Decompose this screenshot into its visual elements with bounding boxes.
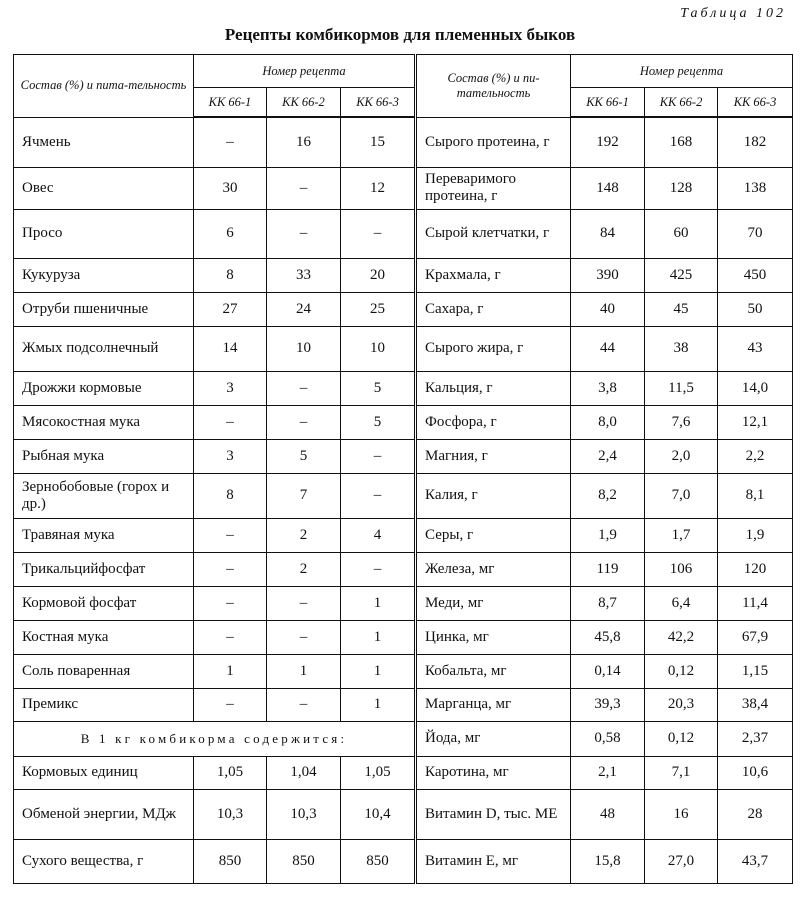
ingredient-value: 8 [194,473,267,518]
recipe-header: КК 66-1 [571,88,645,118]
table-row [14,405,793,439]
ingredient-name: Овес [14,167,194,209]
nutrient-value: 84 [571,209,645,258]
nutrient-value: 6,4 [645,586,718,620]
ingredient-name: Соль поваренная [14,654,194,688]
ingredient-name: Кормовой фосфат [14,586,194,620]
ingredient-value: 1,05 [194,756,267,789]
ingredient-value: 850 [341,839,416,883]
ingredient-name: Мясокостная мука [14,405,194,439]
table-row [14,654,793,688]
table-row [14,688,793,721]
ingredient-value: – [267,209,341,258]
ingredient-value: 12 [341,167,416,209]
nutrient-name: Сахара, г [416,292,571,326]
nutrient-value: 2,2 [718,439,793,473]
ingredient-value: – [341,552,416,586]
nutrient-value: 148 [571,167,645,209]
ingredient-value: 8 [194,258,267,292]
ingredient-value: 6 [194,209,267,258]
ingredient-value: 1 [341,586,416,620]
nutrient-value: 50 [718,292,793,326]
ingredient-value: – [267,405,341,439]
ingredient-value: 1 [341,620,416,654]
table-row [14,439,793,473]
ingredient-value: – [194,405,267,439]
table-row [14,292,793,326]
recipe-header: КК 66-2 [645,88,718,118]
nutrient-value: 43 [718,326,793,371]
ingredient-value: 10,4 [341,789,416,839]
table-row [14,258,793,292]
left-header-label: Состав (%) и пита-тельность [14,55,194,118]
ingredient-value: 2 [267,552,341,586]
nutrient-value: 192 [571,117,645,167]
nutrient-value: 40 [571,292,645,326]
nutrient-value: 2,0 [645,439,718,473]
nutrient-name: Йода, мг [416,721,571,756]
ingredient-value: 850 [267,839,341,883]
recipe-header: КК 66-1 [194,88,267,118]
nutrient-value: 106 [645,552,718,586]
ingredient-value: – [341,209,416,258]
nutrient-value: 182 [718,117,793,167]
nutrient-value: 45,8 [571,620,645,654]
ingredient-name: Зернобобовые (горох и др.) [14,473,194,518]
ingredient-name: Дрожжи кормовые [14,371,194,405]
nutrient-value: 1,9 [718,518,793,552]
nutrient-value: 0,12 [645,654,718,688]
nutrient-value: 1,9 [571,518,645,552]
nutrient-value: 8,1 [718,473,793,518]
nutrient-value: 8,0 [571,405,645,439]
nutrient-value: 67,9 [718,620,793,654]
ingredient-name: Обменой энергии, МДж [14,789,194,839]
table-row [14,117,793,167]
nutrient-value: 8,7 [571,586,645,620]
nutrient-value: 138 [718,167,793,209]
table-row [14,326,793,371]
ingredient-value: 24 [267,292,341,326]
table-row [14,209,793,258]
ingredient-value: 4 [341,518,416,552]
nutrient-value: 43,7 [718,839,793,883]
ingredient-value: 3 [194,439,267,473]
nutrient-value: 7,6 [645,405,718,439]
ingredient-value: 2 [267,518,341,552]
ingredient-value: 1 [267,654,341,688]
nutrient-value: 10,6 [718,756,793,789]
table-row [14,518,793,552]
nutrient-name: Витамин Е, мг [416,839,571,883]
nutrient-value: 7,0 [645,473,718,518]
nutrient-value: 2,4 [571,439,645,473]
nutrient-value: 0,58 [571,721,645,756]
nutrient-name: Кобальта, мг [416,654,571,688]
ingredient-name: Кормовых единиц [14,756,194,789]
nutrient-value: 0,12 [645,721,718,756]
ingredient-value: 15 [341,117,416,167]
ingredient-value: 5 [341,371,416,405]
ingredient-value: 20 [341,258,416,292]
nutrient-name: Переваримого протеина, г [416,167,571,209]
nutrient-value: 168 [645,117,718,167]
ingredient-value: 1,05 [341,756,416,789]
nutrient-value: 14,0 [718,371,793,405]
ingredient-value: – [194,518,267,552]
nutrient-value: 27,0 [645,839,718,883]
nutrient-value: 7,1 [645,756,718,789]
nutrient-value: 39,3 [571,688,645,721]
ingredient-name: Отруби пшеничные [14,292,194,326]
nutrient-value: 120 [718,552,793,586]
nutrient-value: 450 [718,258,793,292]
recipe-header: КК 66-2 [267,88,341,118]
nutrient-value: 16 [645,789,718,839]
ingredient-name: Жмых подсолнечный [14,326,194,371]
ingredient-name: Травяная мука [14,518,194,552]
header-row-1 [14,55,793,88]
ingredient-value: – [341,473,416,518]
ingredient-value: – [267,688,341,721]
right-header-label: Состав (%) и пи-тательность [416,55,571,118]
nutrient-value: 128 [645,167,718,209]
table-row [14,756,793,789]
table-row [14,167,793,209]
ingredient-value: 1,04 [267,756,341,789]
ingredient-value: – [194,620,267,654]
nutrient-name: Цинка, мг [416,620,571,654]
table-row [14,586,793,620]
ingredient-value: 3 [194,371,267,405]
nutrient-value: 119 [571,552,645,586]
nutrient-name: Железа, мг [416,552,571,586]
nutrient-name: Меди, мг [416,586,571,620]
nutrient-name: Крахмала, г [416,258,571,292]
ingredient-name: Просо [14,209,194,258]
ingredient-value: – [194,688,267,721]
ingredient-value: 5 [267,439,341,473]
recipe-header: КК 66-3 [718,88,793,118]
nutrient-value: 1,7 [645,518,718,552]
nutrient-value: 11,5 [645,371,718,405]
ingredient-value: 5 [341,405,416,439]
nutrient-value: 20,3 [645,688,718,721]
nutrient-value: 390 [571,258,645,292]
table-row [14,473,793,518]
ingredient-name: Рыбная мука [14,439,194,473]
nutrient-value: 425 [645,258,718,292]
nutrient-value: 38 [645,326,718,371]
page-title: Рецепты комбикормов для племенных быков [224,25,576,44]
nutrient-name: Калия, г [416,473,571,518]
ingredient-name: Кукуруза [14,258,194,292]
nutrient-name: Магния, г [416,439,571,473]
ingredient-value: – [194,117,267,167]
ingredient-value: – [194,586,267,620]
nutrient-value: 11,4 [718,586,793,620]
nutrient-value: 0,14 [571,654,645,688]
nutrient-value: 1,15 [718,654,793,688]
ingredient-name: Ячмень [14,117,194,167]
nutrient-value: 2,1 [571,756,645,789]
nutrient-name: Каротина, мг [416,756,571,789]
table-row [14,721,793,756]
ingredient-value: – [194,552,267,586]
summary-label: В 1 кг комбикорма содержится: [14,721,416,756]
table-row [14,789,793,839]
nutrient-name: Фосфора, г [416,405,571,439]
nutrient-value: 28 [718,789,793,839]
nutrient-value: 45 [645,292,718,326]
nutrient-value: 48 [571,789,645,839]
recipes-table [13,54,793,884]
nutrient-value: 42,2 [645,620,718,654]
nutrient-value: 3,8 [571,371,645,405]
nutrient-value: 12,1 [718,405,793,439]
nutrient-value: 8,2 [571,473,645,518]
table-row [14,552,793,586]
ingredient-value: 10 [341,326,416,371]
table-row [14,620,793,654]
ingredient-value: 14 [194,326,267,371]
ingredient-name: Премикс [14,688,194,721]
nutrient-name: Серы, г [416,518,571,552]
ingredient-value: – [267,620,341,654]
ingredient-name: Сухого вещества, г [14,839,194,883]
ingredient-value: – [267,371,341,405]
ingredient-value: 25 [341,292,416,326]
nutrient-value: 44 [571,326,645,371]
ingredient-value: 1 [341,654,416,688]
right-recipe-group-header: Номер рецепта [571,55,793,88]
table-number: Таблица 102 [680,6,786,21]
nutrient-value: 2,37 [718,721,793,756]
ingredient-value: 1 [194,654,267,688]
nutrient-name: Сырого жира, г [416,326,571,371]
ingredient-value: 33 [267,258,341,292]
ingredient-name: Трикальцийфосфат [14,552,194,586]
ingredient-value: – [267,167,341,209]
ingredient-value: 10,3 [267,789,341,839]
ingredient-value: 850 [194,839,267,883]
ingredient-value: 30 [194,167,267,209]
ingredient-value: 7 [267,473,341,518]
ingredient-value: – [341,439,416,473]
nutrient-name: Марганца, мг [416,688,571,721]
table-row [14,371,793,405]
nutrient-value: 60 [645,209,718,258]
nutrient-value: 15,8 [571,839,645,883]
ingredient-name: Костная мука [14,620,194,654]
recipe-header: КК 66-3 [341,88,416,118]
nutrient-name: Витамин D, тыс. МЕ [416,789,571,839]
ingredient-value: 10 [267,326,341,371]
ingredient-value: – [267,586,341,620]
nutrient-name: Сырой клетчатки, г [416,209,571,258]
table-row [14,839,793,883]
nutrient-value: 38,4 [718,688,793,721]
nutrient-value: 70 [718,209,793,258]
ingredient-value: 10,3 [194,789,267,839]
ingredient-value: 27 [194,292,267,326]
left-recipe-group-header: Номер рецепта [194,55,416,88]
ingredient-value: 1 [341,688,416,721]
nutrient-name: Кальция, г [416,371,571,405]
ingredient-value: 16 [267,117,341,167]
nutrient-name: Сырого протеина, г [416,117,571,167]
